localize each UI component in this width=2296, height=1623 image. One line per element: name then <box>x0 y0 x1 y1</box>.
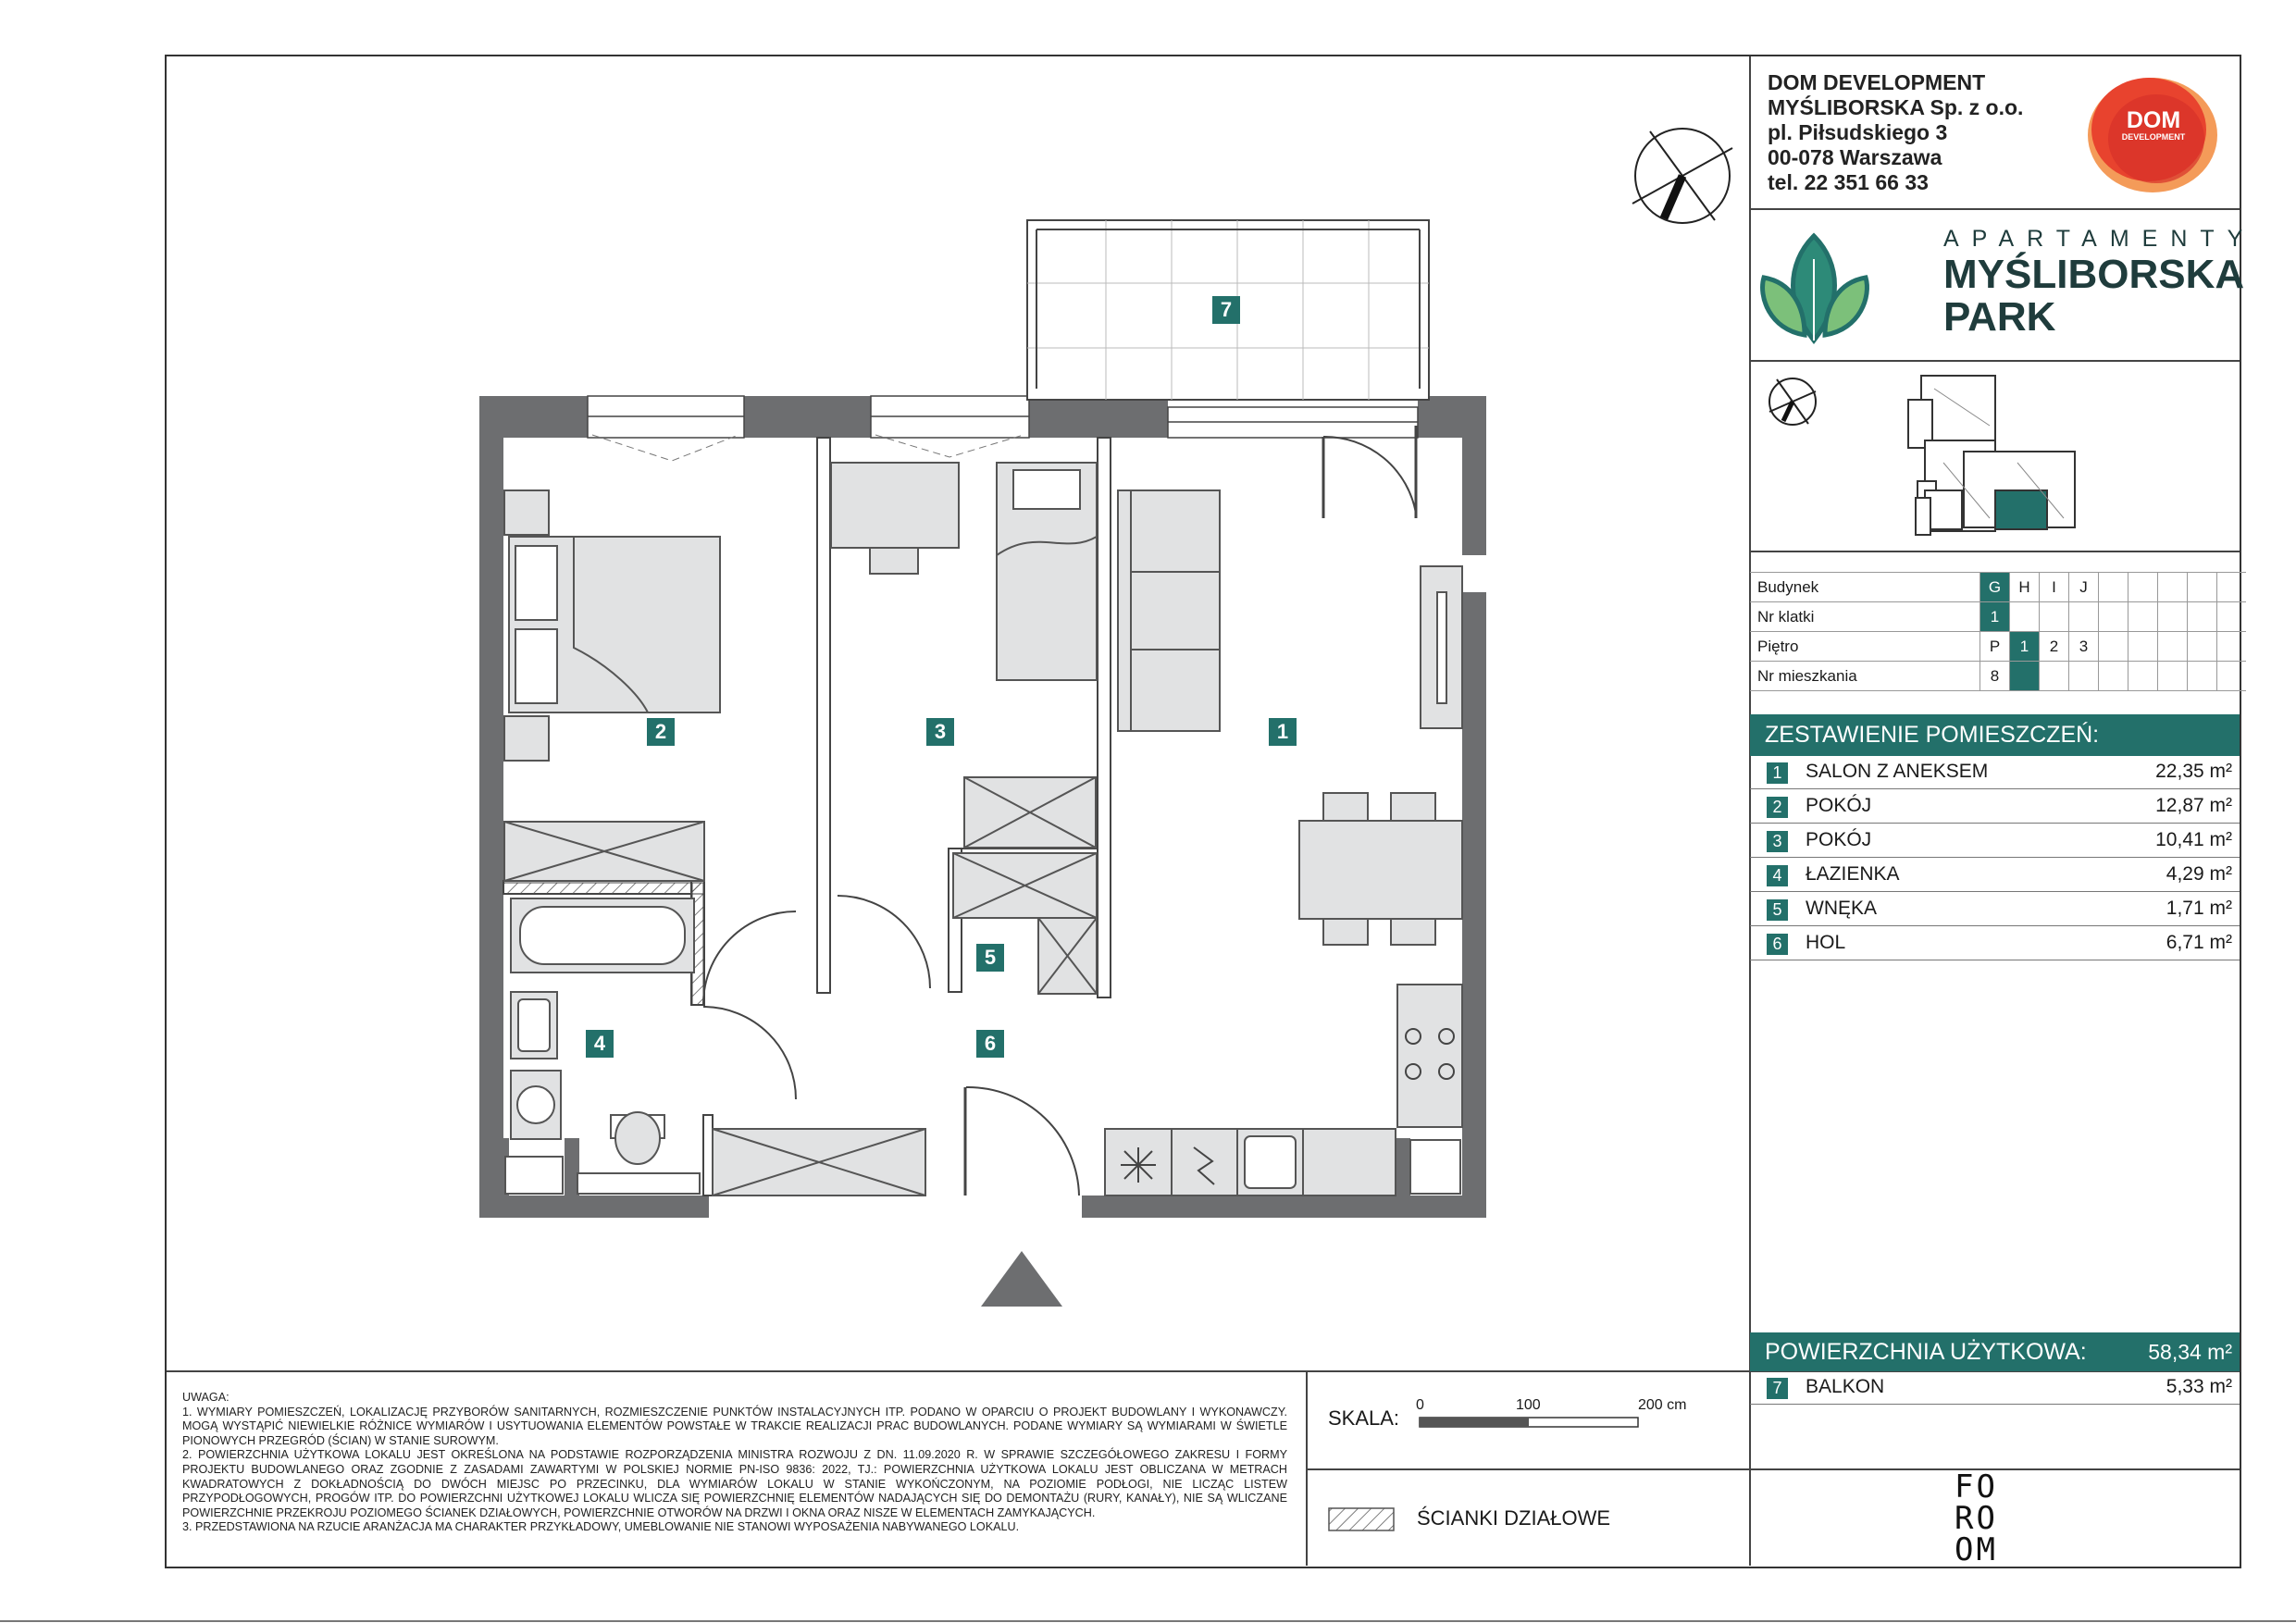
note-1: 1. WYMIARY POMIESZCZEŃ, LOKALIZACJĘ PRZYBORÓW SANITARNYCH, ROZMIESZCZENIE PUNKTÓW INSTALACYJNYCH ITP. PODANO W OPARCIU O PROJEKT BUDOWLANY I WYKONAWCZY. MOGĄ WYSTĄPIĆ NIEWIELKIE RÓŻNICE WYMIARÓW I USYTUOWANIA ELEMENTÓW POWSTAŁE W TRAKCIE REALIZACJI PRAC BUDOWLANYCH. PODANE WYMIARY SĄ WYMIARAMI W ŚWIETLE PIONOWYCH PRZEGRÓD (ŚCIAN) W STANIE SUROWYM. <box>182 1405 1287 1447</box>
scale-tick-0: 0 <box>1416 1397 1424 1413</box>
key-table-row <box>1750 662 2246 691</box>
room-number: 1 <box>1767 762 1788 784</box>
foroom-line3: OM <box>1955 1531 1998 1568</box>
room-area: 6,71 m² <box>2166 932 2232 953</box>
key-table-cell <box>2188 602 2217 632</box>
balcony-row <box>1750 1371 2240 1405</box>
key-table-cell <box>2040 602 2069 632</box>
room-number: 7 <box>1767 1378 1788 1399</box>
key-table-cell <box>2099 632 2128 662</box>
key-table-label: Nr klatki <box>1750 602 1980 632</box>
room-area: 1,71 m² <box>2166 898 2232 919</box>
key-table-cell <box>2099 573 2128 602</box>
key-table-cell <box>2217 662 2247 691</box>
key-table-cell: 1 <box>2010 632 2040 662</box>
scale-label: SKALA: <box>1328 1406 1400 1430</box>
key-table-cell <box>2128 573 2158 602</box>
key-table-cell: H <box>2010 573 2040 602</box>
key-table-cell <box>2040 662 2069 691</box>
room-name: POKÓJ <box>1806 795 1872 816</box>
key-table-cell: I <box>2040 573 2069 602</box>
plan-label-1: 1 <box>1269 718 1297 746</box>
note-3: 3. PRZEDSTAWIONA NA RZUCIE ARANŻACJA MA CHARAKTER PRZYKŁADOWY, UMEBLOWANIE NIE STANOWI WYPOSAŻENIA NABYWANEGO LOKALU. <box>182 1520 1020 1534</box>
company-city: 00-078 Warszawa <box>1768 145 1942 169</box>
key-table-cell: 1 <box>1980 602 2010 632</box>
brand-subtitle: APARTAMENTY <box>1943 226 2256 252</box>
room-name: HOL <box>1806 932 1846 953</box>
room-row <box>1750 927 2240 960</box>
total-label: POWIERZCHNIA UŻYTKOWA: <box>1765 1339 2087 1365</box>
plan-label-6: 6 <box>976 1030 1004 1058</box>
room-area: 4,29 m² <box>2166 863 2232 885</box>
logo-text <box>2112 109 2195 142</box>
location-key-table <box>1750 572 2246 691</box>
scale-tick-200: 200 cm <box>1638 1397 1687 1413</box>
company-street: pl. Piłsudskiego 3 <box>1768 120 1948 144</box>
room-number: 3 <box>1767 831 1788 852</box>
room-row <box>1750 893 2240 926</box>
room-name: POKÓJ <box>1806 829 1872 850</box>
room-row <box>1750 756 2240 789</box>
room-row <box>1750 824 2240 858</box>
key-table-cell <box>2128 632 2158 662</box>
key-table-row <box>1750 632 2246 662</box>
room-row <box>1750 790 2240 824</box>
key-table-cell <box>2188 662 2217 691</box>
total-value: 58,34 m² <box>2148 1340 2232 1364</box>
company-name: DOM DEVELOPMENT <box>1768 70 1986 94</box>
room-row <box>1750 859 2240 892</box>
key-table-cell <box>2217 632 2247 662</box>
room-name: BALKON <box>1806 1376 1885 1397</box>
key-table-cell <box>2217 573 2247 602</box>
room-number: 2 <box>1767 797 1788 818</box>
company-phone: tel. 22 351 66 33 <box>1768 170 1929 194</box>
key-table-cell <box>2010 662 2040 691</box>
room-area: 5,33 m² <box>2166 1376 2232 1397</box>
notes-block <box>182 1391 1287 1535</box>
key-table-cell <box>2099 662 2128 691</box>
rooms-heading: ZESTAWIENIE POMIESZCZEŃ: <box>1750 714 2240 756</box>
key-table-label: Piętro <box>1750 632 1980 662</box>
key-table-cell <box>2128 602 2158 632</box>
key-table-cell <box>2069 602 2099 632</box>
plan-label-7: 7 <box>1212 296 1240 324</box>
key-table-cell <box>2128 662 2158 691</box>
scale-tick-100: 100 <box>1516 1397 1541 1413</box>
logo-line2: DEVELOPMENT <box>2121 132 2186 142</box>
company-info <box>1768 70 2023 195</box>
brand-line2: MYŚLIBORSKA <box>1943 252 2245 297</box>
key-table-cell <box>2158 602 2188 632</box>
key-table-cell: G <box>1980 573 2010 602</box>
plan-label-3: 3 <box>926 718 954 746</box>
plan-label-2: 2 <box>647 718 675 746</box>
key-table-row <box>1750 602 2246 632</box>
plan-label-5: 5 <box>976 944 1004 972</box>
key-table-label: Nr mieszkania <box>1750 662 1980 691</box>
key-table-cell <box>2099 602 2128 632</box>
key-table-cell <box>2158 573 2188 602</box>
key-table-label: Budynek <box>1750 573 1980 602</box>
room-number: 5 <box>1767 899 1788 921</box>
room-number: 4 <box>1767 865 1788 886</box>
brand-line3: PARK <box>1943 294 2056 340</box>
key-table-cell: 3 <box>2069 632 2099 662</box>
room-area: 12,87 m² <box>2155 795 2232 816</box>
key-table-cell <box>2010 602 2040 632</box>
notes-title: UWAGA: <box>182 1391 230 1404</box>
room-name: ŁAZIENKA <box>1806 863 1900 885</box>
room-number: 6 <box>1767 934 1788 955</box>
key-table-cell <box>2188 632 2217 662</box>
key-table-cell: P <box>1980 632 2010 662</box>
key-table-cell <box>2069 662 2099 691</box>
plan-label-4: 4 <box>586 1030 614 1058</box>
key-table-row <box>1750 573 2246 602</box>
foroom-logo <box>1955 1468 1998 1568</box>
key-table-cell: 2 <box>2040 632 2069 662</box>
company-entity: MYŚLIBORSKA Sp. z o.o. <box>1768 95 2024 119</box>
usable-area-total <box>1750 1332 2240 1371</box>
logo-line1: DOM <box>2126 107 2181 133</box>
key-table-cell: J <box>2069 573 2099 602</box>
legend-label: ŚCIANKI DZIAŁOWE <box>1417 1506 1611 1530</box>
key-table-cell <box>2217 602 2247 632</box>
room-name: SALON Z ANEKSEM <box>1806 761 1989 782</box>
room-name: WNĘKA <box>1806 898 1878 919</box>
key-table-cell <box>2188 573 2217 602</box>
key-table-cell <box>2158 662 2188 691</box>
key-table-cell: 8 <box>1980 662 2010 691</box>
foroom-line2: RO <box>1955 1500 1998 1537</box>
room-area: 22,35 m² <box>2155 761 2232 782</box>
key-table-cell <box>2158 632 2188 662</box>
room-area: 10,41 m² <box>2155 829 2232 850</box>
brand-title <box>1943 254 2244 339</box>
foroom-line1: FO <box>1955 1468 1998 1505</box>
note-2: 2. POWIERZCHNIA UŻYTKOWA LOKALU JEST OKREŚLONA NA PODSTAWIE ROZPORZĄDZENIA MINISTRA ROZWOJU Z DN. 11.09.2020 R. W SPRAWIE SZCZEGÓŁOWEGO ZAKRESU I FORMY PROJEKTU BUDOWLANEGO ORAZ ZGODNIE Z ZASADAMI ZAWARTYMI W POLSKIEJ NORMIE PN-ISO 9836: 2022, TJ.: POWIERZCHNIA UŻYTKOWA LOKALU JEST OBLICZANA W METRACH KWADRATOWYCH Z DOKŁADNOŚCIĄ DO DWÓCH MIEJSC PO PRZECINKU, DLA WYMIARÓW LOKALU W STANIE WYKOŃCZONYM, NA POZIOMIE PODŁOGI, NIE LICZĄC LISTEW PRZYPODŁOGOWYCH, PROGÓW ITP. DO POWIERZCHNI UŻYTKOWEJ LOKALU WLICZA SIĘ POWIERZCHNIĘ ELEMENTÓW NADAJĄCYCH SIĘ DO DEMONTAŻU (RURY, KANAŁY), NIE SĄ WLICZANE POWIERZCHNIE PRZEKROJU POZIOMEGO ŚCIANEK DZIAŁOWYCH, POWIERZCHNIE OTWORÓW NA DRZWI I OKNA ORAZ NISZE W ELEMENTACH ZAMYKAJĄCYCH. <box>182 1448 1287 1519</box>
